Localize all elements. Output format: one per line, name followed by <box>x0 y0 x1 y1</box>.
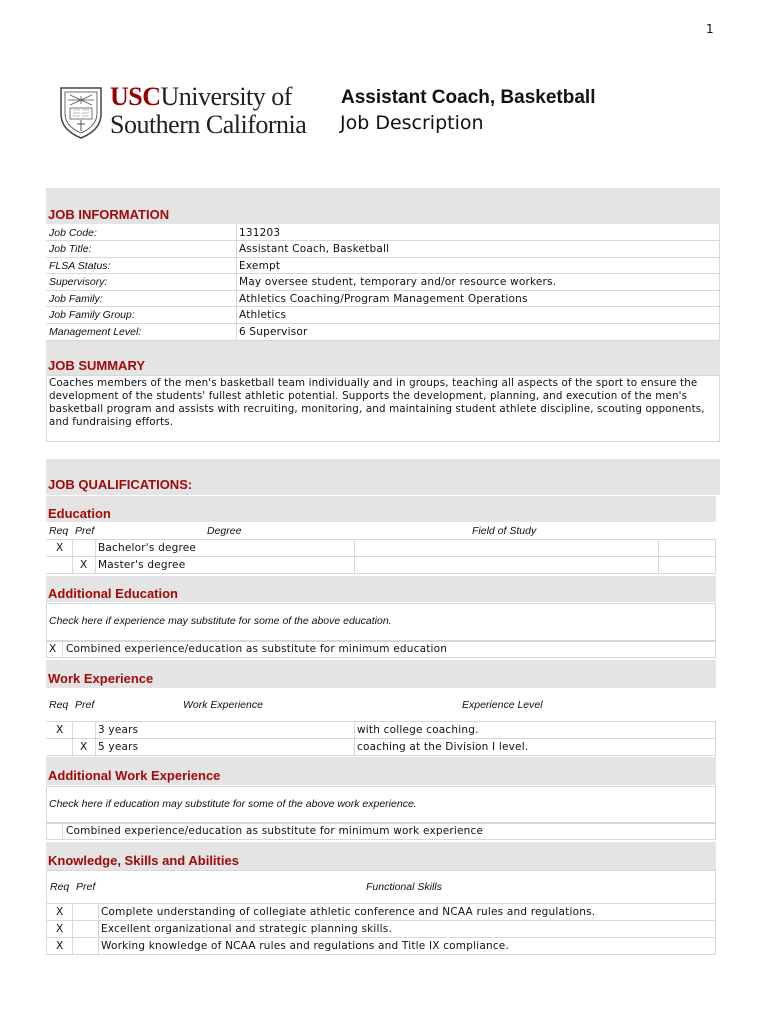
ksa-col-req: Req <box>50 881 70 893</box>
ksa-heading: Knowledge, Skills and Abilities <box>48 853 239 868</box>
management-level-value: 6 Supervisor <box>239 326 308 338</box>
usc-seal-logo <box>58 84 104 140</box>
ksa-row3-req: X <box>56 940 64 952</box>
additional-education-heading: Additional Education <box>48 586 178 601</box>
work-row1-years: 3 years <box>98 724 139 736</box>
education-col-degree: Degree <box>207 525 242 537</box>
ksa-row3-skill: Working knowledge of NCAA rules and regulations and Title IX compliance. <box>101 940 509 952</box>
education-col-field: Field of Study <box>472 525 537 537</box>
work-row1-req: X <box>56 724 64 736</box>
usc-wordmark: USC <box>110 82 161 111</box>
qualifications-heading: JOB QUALIFICATIONS: <box>48 477 193 492</box>
ksa-row1-req: X <box>56 906 64 918</box>
page-number: 1 <box>706 22 714 36</box>
document-subtitle: Job Description <box>340 112 484 134</box>
additional-work-note: Check here if education may substitute for some of the above work experience. <box>49 798 417 810</box>
work-col-req: Req <box>49 699 69 711</box>
job-summary-text: Coaches members of the men's basketball team individually and in groups, teaching all aspects of the sport to ensure the development of the students' fullest athletic potential. Supports the development, planning, and execution of the men's basketball program and assists with recruiting, monitoring, and maintaining student athlete discipline, scouting opponents, and fundraising efforts. <box>49 377 705 428</box>
ksa-row2-skill: Excellent organizational and strategic planning skills. <box>101 923 392 935</box>
education-row2-degree: Master's degree <box>98 559 186 571</box>
work-experience-heading: Work Experience <box>48 671 154 686</box>
work-col-pref: Pref <box>75 699 95 711</box>
education-col-req: Req <box>49 525 69 537</box>
job-code-label: Job Code: <box>49 227 97 239</box>
job-family-value: Athletics Coaching/Program Management Operations <box>239 293 528 305</box>
work-row2-pref: X <box>80 741 88 753</box>
document-title: Assistant Coach, Basketball <box>341 87 596 108</box>
supervisory-label: Supervisory: <box>49 276 108 288</box>
flsa-status-value: Exempt <box>239 260 281 272</box>
ksa-col-pref: Pref <box>76 881 96 893</box>
additional-education-item: Combined experience/education as substitute for minimum education <box>66 643 448 655</box>
education-row2-pref: X <box>80 559 88 571</box>
additional-work-item: Combined experience/education as substitute for minimum work experience <box>66 825 484 837</box>
job-family-group-value: Athletics <box>239 309 287 321</box>
ksa-col-skills: Functional Skills <box>366 881 442 893</box>
work-row2-years: 5 years <box>98 741 139 753</box>
job-title-value: Assistant Coach, Basketball <box>239 243 390 255</box>
education-col-pref: Pref <box>75 525 95 537</box>
job-code-value: 131203 <box>239 227 281 239</box>
job-family-group-label: Job Family Group: <box>49 309 135 321</box>
wordmark-line2: Southern California <box>110 110 307 139</box>
work-col-experience: Work Experience <box>183 699 263 711</box>
job-title-label: Job Title: <box>49 243 92 255</box>
additional-education-note: Check here if experience may substitute for some of the above education. <box>49 615 392 627</box>
work-col-level: Experience Level <box>462 699 543 711</box>
additional-work-heading: Additional Work Experience <box>48 768 221 783</box>
wordmark-line1: University of <box>160 82 292 111</box>
education-heading: Education <box>48 506 111 521</box>
management-level-label: Management Level: <box>49 326 142 338</box>
work-row1-level: with college coaching. <box>357 724 479 736</box>
job-summary-heading: JOB SUMMARY <box>48 358 146 373</box>
education-row1-req: X <box>56 542 64 554</box>
supervisory-value: May oversee student, temporary and/or resource workers. <box>239 276 557 288</box>
job-information-heading: JOB INFORMATION <box>48 207 170 222</box>
education-band <box>46 496 716 522</box>
ksa-row1-skill: Complete understanding of collegiate athletic conference and NCAA rules and regulations. <box>101 906 596 918</box>
additional-education-check: X <box>49 643 57 655</box>
job-summary-band <box>46 341 720 375</box>
ksa-row2-req: X <box>56 923 64 935</box>
university-wordmark <box>110 84 306 138</box>
job-family-label: Job Family: <box>49 293 103 305</box>
flsa-status-label: FLSA Status: <box>49 260 111 272</box>
education-row1-degree: Bachelor's degree <box>98 542 197 554</box>
work-row2-level: coaching at the Division I level. <box>357 741 529 753</box>
